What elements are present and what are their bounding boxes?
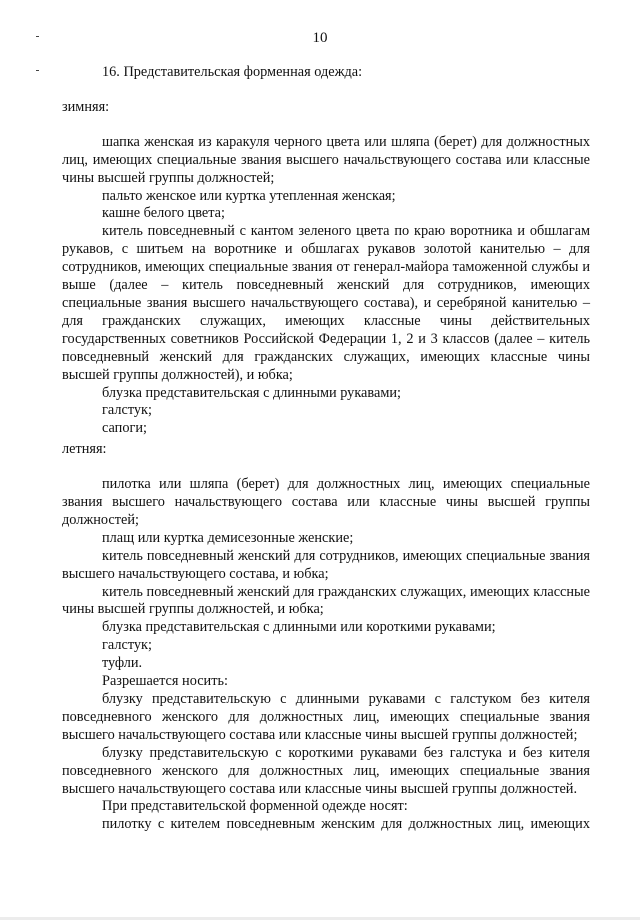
document-body	[62, 64, 590, 834]
section-title: 16. Представительская форменная одежда:	[102, 64, 363, 80]
winter-item: галстук;	[102, 402, 152, 419]
winter-item: кашне белого цвета;	[102, 205, 226, 222]
permission-item: блузку представительскую с длинными рукавами с галстуком без кителя повседневного женского для должностных лиц, имеющих специальные звания высшего начальствующего состава или классные чины высшей группы должностей;	[62, 691, 590, 743]
wear-rules-heading: При представительской форменной одежде носят:	[102, 798, 408, 815]
summer-item: китель повседневный женский для сотрудников, имеющих специальные звания высшего начальствующего состава, и юбка;	[62, 547, 590, 582]
winter-item: пальто женское или куртка утепленная женская;	[102, 187, 396, 204]
winter-item: блузка представительская с длинными рукавами;	[102, 384, 401, 401]
winter-heading: зимняя:	[62, 98, 110, 115]
winter-item: сапоги;	[102, 420, 147, 437]
permission-heading: Разрешается носить:	[102, 673, 228, 690]
summer-item: пилотка или шляпа (берет) для должностных лиц, имеющих специальные звания высшего начальствующего состава или классные чины высшей группы должностей;	[62, 476, 590, 528]
permission-item: блузку представительскую с короткими рукавами без галстука и без кителя повседневного женского для должностных лиц, имеющих специальные звания высшего начальствующего состава или классные чины высшей группы должностей.	[62, 744, 590, 797]
summer-item: китель повседневный женский для гражданских служащих, имеющих классные чины высшей группы должностей, и юбка;	[62, 583, 590, 618]
summer-heading: летняя:	[62, 441, 107, 458]
winter-item: китель повседневный с кантом зеленого цвета по краю воротника и обшлагам рукавов, с шитьем на воротнике и обшлагах рукавов золотой канителью – для сотрудников, имеющих специальные звания от генерал-майора таможенной службы и выше (далее – китель повседневный женский для сотрудников, имеющих специальные звания высшего начальствующего состава), и серебряной канителью – для гражданских служащих, имеющих классные чины действительных государственных советников Российской Федерации 1, 2 и 3 классов (далее – китель повседневный женский для гражданских служащих, имеющих классные чины высшей группы должностей), и юбка;	[62, 223, 590, 383]
scan-speck	[36, 70, 39, 71]
winter-item: шапка женская из каракуля черного цвета или шляпа (берет) для должностных лиц, имеющих специальные звания высшего начальствующего состава или классные чины высшей группы должностей;	[62, 133, 590, 186]
summer-item: плащ или куртка демисезонные женские;	[102, 529, 354, 546]
summer-item: туфли.	[102, 655, 143, 672]
summer-item: блузка представительская с длинными или короткими рукавами;	[102, 619, 496, 636]
page-number: 10	[312, 30, 328, 46]
wear-rules-item: пилотку с кителем повседневным женским для должностных лиц, имеющих	[102, 816, 590, 833]
summer-item: галстук;	[102, 637, 152, 654]
